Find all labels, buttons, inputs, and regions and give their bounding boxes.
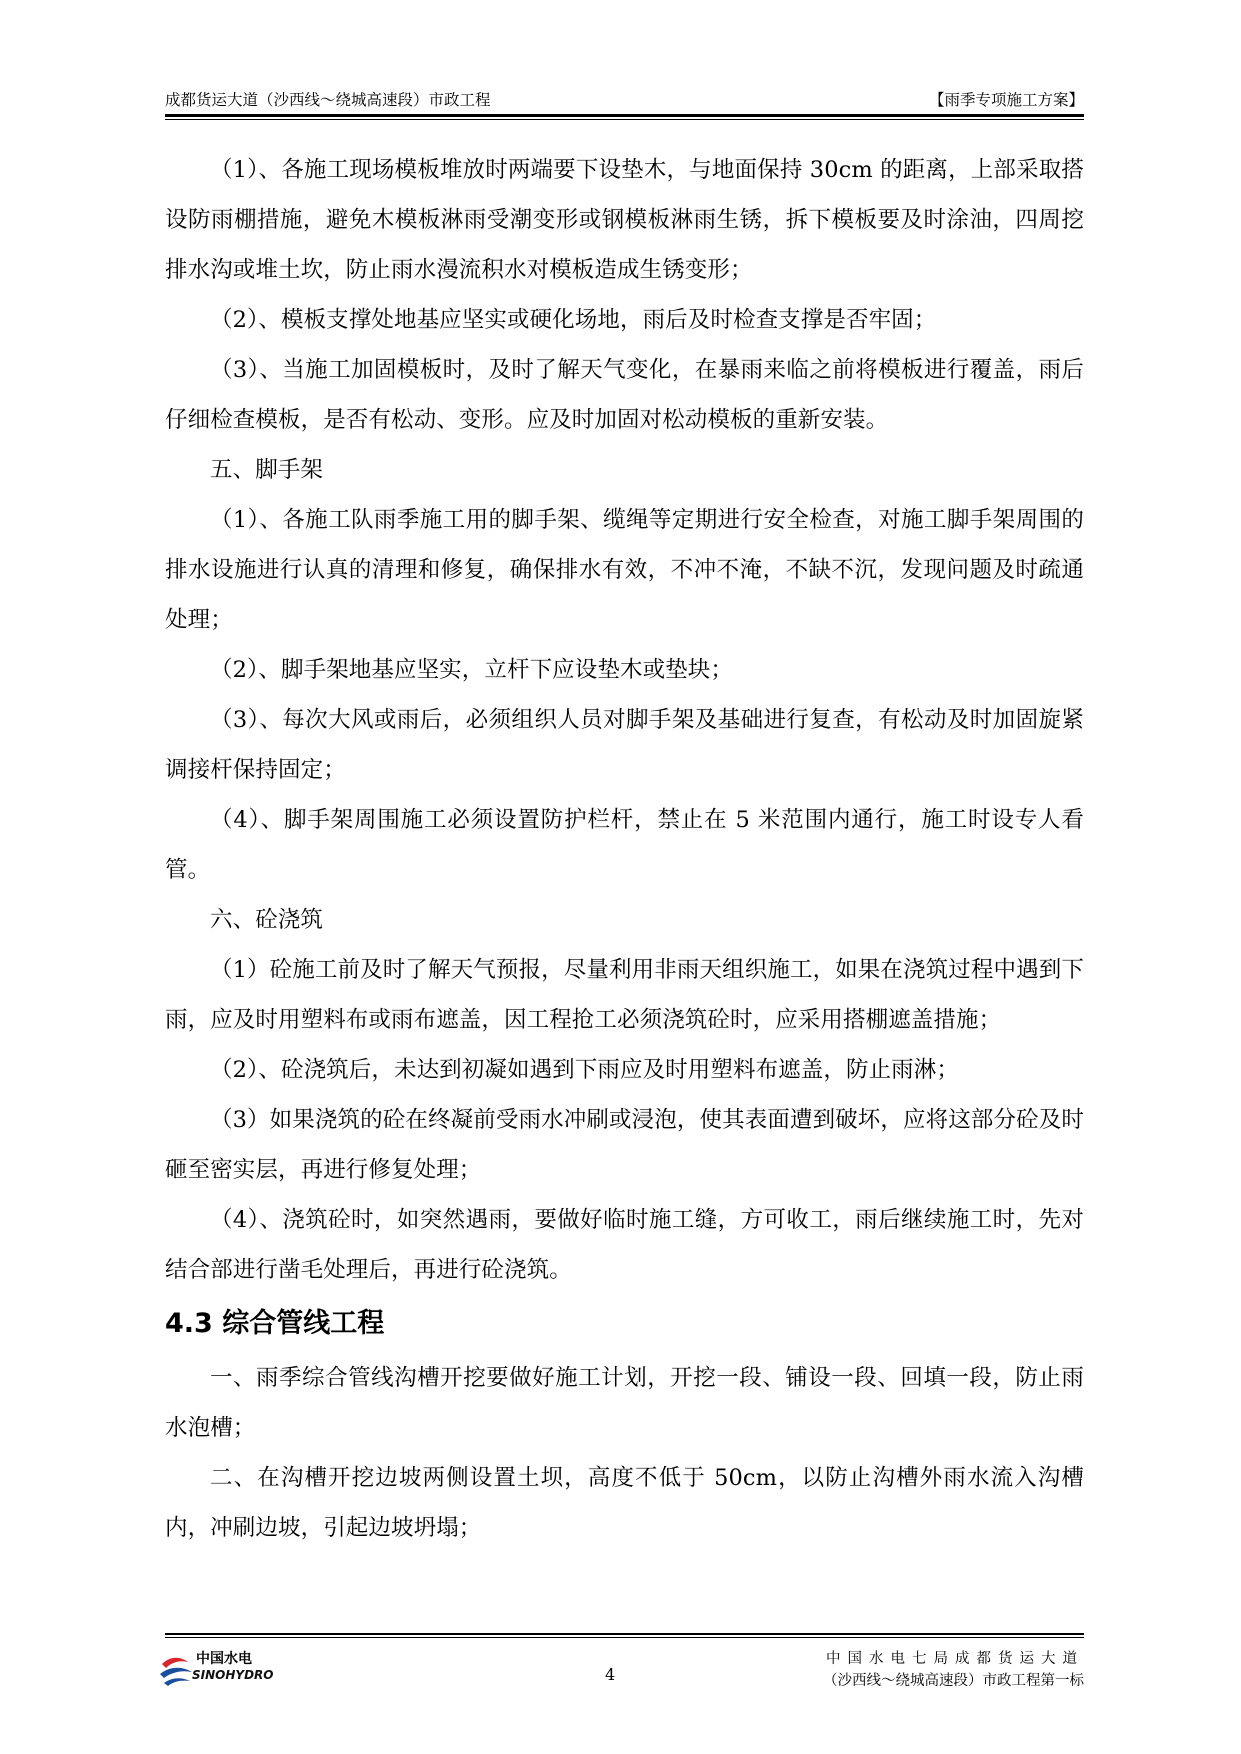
paragraph: 二、在沟槽开挖边坡两侧设置土坝，高度不低于 50cm，以防止沟槽外雨水流入沟槽内，冲刷边坡，引起边坡坍塌； [165, 1465, 1084, 1541]
paragraph: （3）、每次大风或雨后，必须组织人员对脚手架及基础进行复查，有松动及时加固旋紧调接杆保持固定； [165, 707, 1084, 783]
footer-rule-thin [165, 1637, 1084, 1638]
paragraph: （1）、各施工队雨季施工用的脚手架、缆绳等定期进行安全检查，对施工脚手架周围的排水设施进行认真的清理和修复，确保排水有效，不冲不淹，不缺不沉，发现问题及时疏通处理； [165, 507, 1084, 633]
paragraph: （4）、脚手架周围施工必须设置防护栏杆，禁止在 5 米范围内通行，施工时设专人看管。 [165, 807, 1084, 883]
paragraph: （3）、当施工加固模板时，及时了解天气变化，在暴雨来临之前将模板进行覆盖，雨后仔细检查模板，是否有松动、变形。应及时加固对松动模板的重新安装。 [165, 357, 1084, 433]
page-number: 4 [605, 1665, 616, 1684]
page-header [165, 88, 1084, 110]
logo-text-cn: 中国水电 [196, 1651, 252, 1667]
paragraph: （3）如果浇筑的砼在终凝前受雨水冲刷或浸泡，使其表面遭到破坏，应将这部分砼及时砸至密实层，再进行修复处理； [165, 1107, 1084, 1183]
header-doc-type: 【雨季专项施工方案】 [928, 91, 1084, 109]
paragraph: （2）、模板支撑处地基应坚实或硬化场地，雨后及时检查支撑是否牢固； [210, 307, 937, 333]
logo-text-en: SINOHYDRO [192, 1668, 274, 1682]
footer-rule-thick [165, 1633, 1084, 1635]
header-rule-thin [165, 119, 1084, 120]
paragraph: （1）、各施工现场模板堆放时两端要下设垫木，与地面保持 30cm 的距离，上部采取搭设防雨棚措施，避免木模板淋雨受潮变形或钢模板淋雨生锈，拆下模板要及时涂油，四周挖排水沟或堆土坎，防止雨水漫流积水对模板造成生锈变形； [165, 157, 1084, 283]
header-project-title: 成都货运大道（沙西线～绕城高速段）市政工程 [165, 91, 491, 109]
paragraph: （1）砼施工前及时了解天气预报，尽量利用非雨天组织施工，如果在浇筑过程中遇到下雨，应及时用塑料布或雨布遮盖，因工程抢工必须浇筑砼时，应采用搭棚遮盖措施； [165, 957, 1084, 1033]
footer-company [823, 1648, 1084, 1692]
paragraph: （2）、砼浇筑后，未达到初凝如遇到下雨应及时用塑料布遮盖，防止雨淋； [210, 1057, 959, 1083]
document-body [165, 145, 1084, 1553]
footer-company-line2: （沙西线～绕城高速段）市政工程第一标 [823, 1673, 1084, 1689]
paragraph: （4）、浇筑砼时，如突然遇雨，要做好临时施工缝，方可收工，雨后继续施工时，先对结合部进行凿毛处理后，再进行砼浇筑。 [165, 1207, 1084, 1283]
paragraph: （2）、脚手架地基应坚实，立杆下应设垫木或垫块； [210, 657, 733, 683]
subheading-scaffold: 五、脚手架 [210, 457, 324, 483]
header-rule-thick [165, 114, 1084, 117]
section-heading: 4.3 综合管线工程 [165, 1308, 385, 1339]
paragraph: 一、雨季综合管线沟槽开挖要做好施工计划，开挖一段、铺设一段、回填一段，防止雨水泡槽； [165, 1365, 1084, 1441]
footer-company-line1: 中国水电七局成都货运大道 [826, 1651, 1084, 1667]
sinohydro-logo [156, 1646, 276, 1692]
sinohydro-emblem-icon [156, 1650, 196, 1690]
subheading-concrete: 六、砼浇筑 [210, 907, 324, 933]
